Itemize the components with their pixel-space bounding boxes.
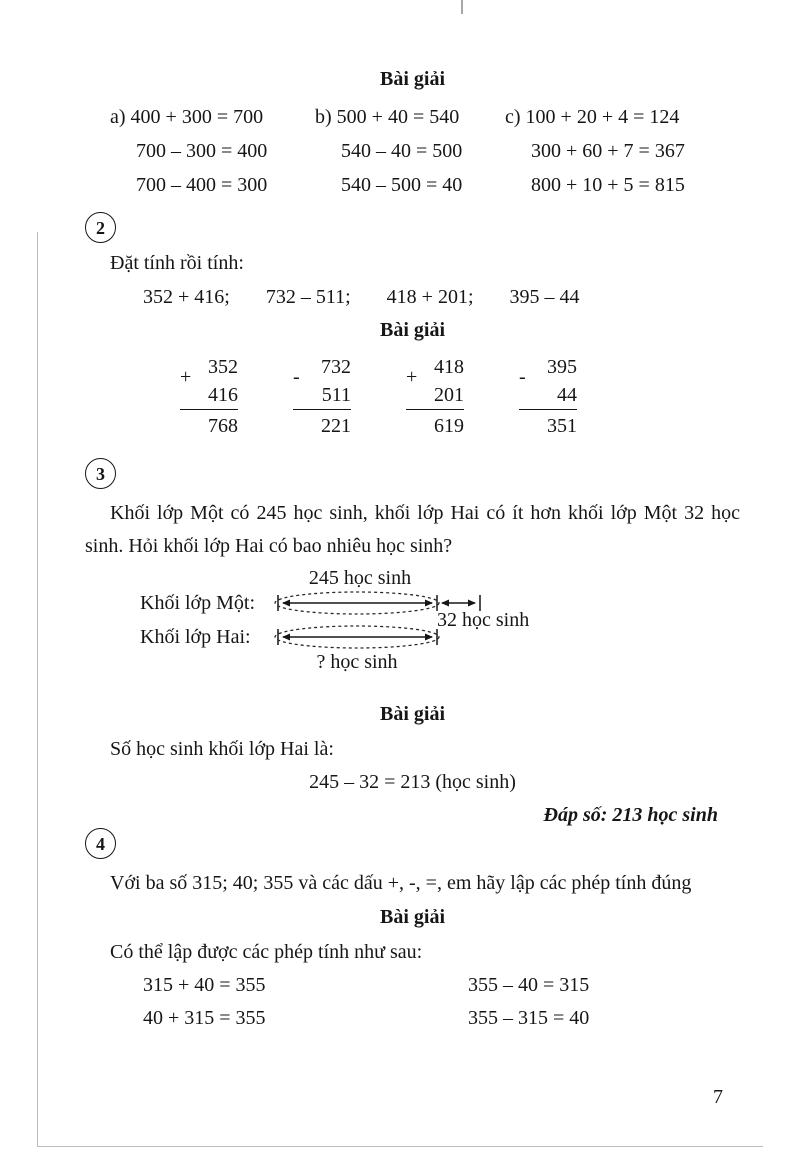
calc-result: 768 [208,415,238,437]
operator-sign: + [180,366,192,388]
solution-column-b [315,100,505,202]
segment-diagram-lines [85,565,740,677]
diagram-label-245: 245 học sinh [308,567,412,589]
problem3-segment-diagram [85,565,740,677]
problem3-answer: Đáp số: 213 học sinh [543,804,718,826]
diagram-label-grade-one: Khối lớp Một: [140,592,256,614]
diagram-label-question: ? học sinh [316,651,398,673]
equation-line: 800 + 10 + 5 = 815 [531,174,685,196]
problem2-vertical-calculations [180,353,740,440]
equation-line: a) 400 + 300 = 700 [110,106,264,128]
solution-columns [85,100,740,202]
calc-result: 351 [547,415,577,437]
equation-line: 540 – 40 = 500 [341,140,463,162]
problem4-solution-intro: Có thể lập được các phép tính như sau: [110,941,423,963]
solution-title-1: Bài giải [379,68,445,90]
page-edge-bottom-line [37,1146,763,1147]
equation-line: 700 – 400 = 300 [136,174,268,196]
vertical-calc [293,353,351,440]
operand-bottom: 416 [180,381,238,410]
solution-column-c [505,100,740,202]
problem4-equations [143,969,740,1035]
equation: 355 – 315 = 40 [468,1007,590,1029]
solution-column-a [85,100,315,202]
expression: 395 – 44 [509,286,580,308]
problem3-solution-intro: Số học sinh khối lớp Hai là: [110,738,334,760]
operator-sign: - [293,366,300,388]
expression: 418 + 201; [386,286,474,308]
problem2-number-badge: 2 [85,212,116,243]
equation-line: c) 100 + 20 + 4 = 124 [505,106,680,128]
equation-line: 540 – 500 = 40 [341,174,463,196]
problem2-prompt: Đặt tính rồi tính: [110,252,244,274]
problem4-number-badge: 4 [85,828,116,859]
solution-title-4: Bài giải [379,906,445,928]
operand-top: 395 [547,356,577,378]
solution-title-2: Bài giải [379,319,445,341]
diagram-label-difference: 32 học sinh [437,609,530,631]
equation-line: b) 500 + 40 = 540 [315,106,460,128]
operand-bottom: 44 [519,381,577,410]
operand-bottom: 511 [293,381,351,410]
problem2-expressions [143,281,740,313]
problem3-number-badge: 3 [85,458,116,489]
diagram-label-grade-two: Khối lớp Hai: [140,626,251,648]
expression: 732 – 511; [265,286,351,308]
operator-sign: + [406,366,418,388]
equation: 40 + 315 = 355 [143,1007,266,1029]
operand-top: 352 [208,356,238,378]
operand-top: 732 [321,356,351,378]
problem3-statement: Khối lớp Một có 245 học sinh, khối lớp Hai có ít hơn khối lớp Một 32 học sinh. Hỏi khối lớp Hai có bao nhiêu học sinh? [85,502,740,557]
operand-top: 418 [434,356,464,378]
equation-line: 700 – 300 = 400 [136,140,268,162]
problem3-solution-calc: 245 – 32 = 213 (học sinh) [309,771,516,793]
calc-result: 619 [434,415,464,437]
expression: 352 + 416; [143,286,230,308]
vertical-calc [180,353,238,440]
equation-line: 300 + 60 + 7 = 367 [531,140,685,162]
solution-title-3: Bài giải [379,703,445,725]
page-number: 7 [713,1086,723,1108]
vertical-calc [519,353,577,440]
equation: 355 – 40 = 315 [468,974,590,996]
calc-result: 221 [321,415,351,437]
operator-sign: - [519,366,526,388]
vertical-calc [406,353,464,440]
equation: 315 + 40 = 355 [143,974,266,996]
problem4-statement: Với ba số 315; 40; 355 và các dấu +, -, =, em hãy lập các phép tính đúng [110,872,692,894]
operand-bottom: 201 [406,381,464,410]
